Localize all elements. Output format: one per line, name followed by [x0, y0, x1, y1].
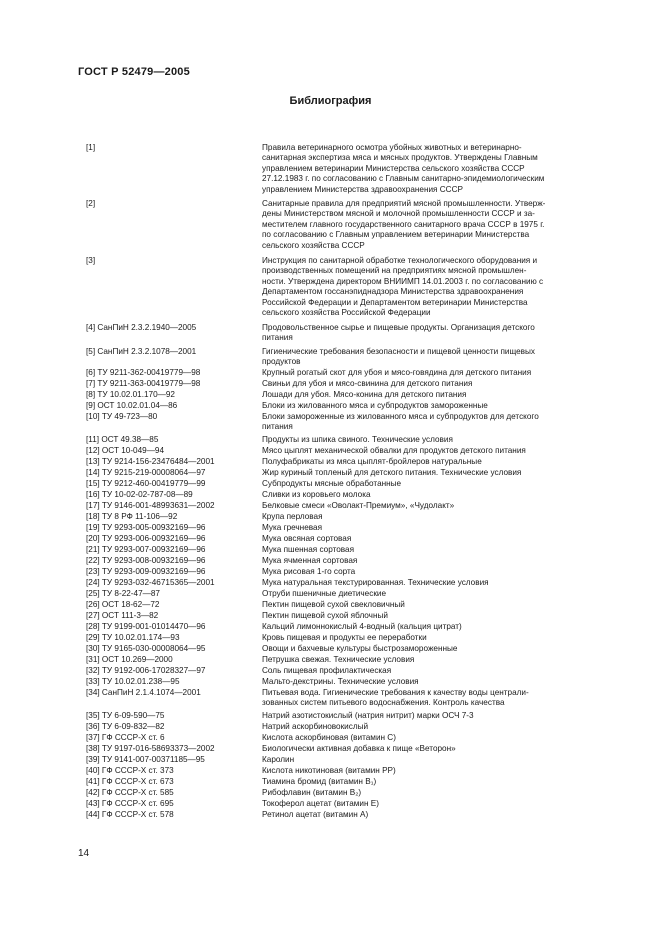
bibliography-ref: [2] — [86, 199, 96, 208]
bibliography-ref: [29] ТУ 10.02.01.174—93 — [86, 633, 180, 642]
bibliography-text-line: Питьевая вода. Гигиенические требования к качеству воды централи- — [262, 688, 529, 697]
bibliography-text — [262, 688, 606, 709]
bibliography-text-line: Департаментом госсанэпиднадзора Министерства здравоохранения — [262, 287, 524, 297]
bibliography-text-line: Крупа перловая — [262, 512, 323, 521]
bibliography-text-line: Субпродукты мясные обработанные — [262, 479, 402, 488]
bibliography-text — [262, 777, 606, 787]
bibliography-text-line: Биологически активная добавка к пище «Веторон» — [262, 744, 456, 753]
bibliography-text-line: Мука пшенная сортовая — [262, 545, 355, 554]
bibliography-text-line: Кальций лимоннокислый 4-водный (кальция цитрат) — [262, 622, 462, 631]
bibliography-ref: [26] ОСТ 18-62—72 — [86, 600, 160, 609]
bibliography-ref: [31] ОСТ 10.269—2000 — [86, 655, 173, 664]
bibliography-ref: [8] ТУ 10.02.01.170—92 — [86, 390, 175, 399]
bibliography-ref: [22] ТУ 9293-008-00932169—96 — [86, 556, 206, 565]
bibliography-text — [262, 479, 606, 489]
bibliography-ref: [13] ТУ 9214-156-23476484—2001 — [86, 457, 215, 466]
bibliography-text-line: Инструкция по санитарной обработке технологического оборудования и — [262, 256, 538, 265]
bibliography-text-line: Овощи и бахчевые культуры быстрозамороженные — [262, 644, 458, 653]
bibliography-text — [262, 589, 606, 599]
bibliography-ref: [37] ГФ СССР-Х ст. 6 — [86, 733, 165, 742]
bibliography-text-line: Каролин — [262, 755, 295, 764]
bibliography-text-line: Пектин пищевой сухой яблочный — [262, 611, 388, 620]
bibliography-text — [262, 435, 606, 445]
bibliography-text-line: сельского хозяйства Российской Федерации — [262, 308, 431, 318]
bibliography-text — [262, 379, 606, 389]
bibliography-text-line: Лошади для убоя. Мясо-конина для детского питания — [262, 390, 467, 399]
bibliography-text — [262, 347, 606, 368]
bibliography-text — [262, 143, 606, 195]
bibliography-text — [262, 766, 606, 776]
bibliography-text-line: Натрий аскорбиновокислый — [262, 722, 369, 731]
bibliography-text-line: Правила ветеринарного осмотра убойных животных и ветеринарно- — [262, 143, 522, 152]
bibliography-text-line: Белковые смеси «Оволакт-Премиум», «Чудолакт» — [262, 501, 455, 510]
bibliography-ref: [1] — [86, 143, 96, 152]
bibliography-text-line: Жир куриный топленый для детского питания. Технические условия — [262, 468, 522, 477]
bibliography-ref: [39] ТУ 9141-007-00371185—95 — [86, 755, 205, 764]
bibliography-text-line: питания — [262, 333, 293, 343]
bibliography-text — [262, 633, 606, 643]
bibliography-text — [262, 622, 606, 632]
bibliography-ref: [38] ТУ 9197-016-58693373—2002 — [86, 744, 215, 753]
bibliography-text-line: Мясо цыплят механической обвалки для продуктов детского питания — [262, 446, 526, 455]
bibliography-text — [262, 611, 606, 621]
bibliography-text — [262, 578, 606, 588]
bibliography-text — [262, 744, 606, 754]
bibliography-text — [262, 799, 606, 809]
bibliography-ref: [9] ОСТ 10.02.01.04—86 — [86, 401, 178, 410]
bibliography-text-line: местителем главного государственного санитарного врача СССР в 1975 г. — [262, 219, 545, 229]
bibliography-text-line: Мука ячменная сортовая — [262, 556, 358, 565]
bibliography-ref: [5] СанПиН 2.3.2.1078—2001 — [86, 347, 197, 356]
bibliography-text — [262, 401, 606, 411]
bibliography-text-line: ности. Утверждена директором ВНИИМП 14.01.2003 г. по согласованию с — [262, 276, 544, 286]
bibliography-text — [262, 446, 606, 456]
bibliography-text — [262, 644, 606, 654]
bibliography-ref: [44] ГФ СССР-Х ст. 578 — [86, 810, 174, 819]
bibliography-ref: [12] ОСТ 10-049—94 — [86, 446, 165, 455]
bibliography-ref: [16] ТУ 10-02-02-787-08—89 — [86, 490, 193, 499]
bibliography-text — [262, 600, 606, 610]
bibliography-text — [262, 567, 606, 577]
page-number: 14 — [78, 848, 90, 859]
bibliography-text-line: сельского хозяйства СССР — [262, 240, 365, 250]
bibliography-text — [262, 666, 606, 676]
bibliography-text-line: Мука натуральная текстурированная. Технические условия — [262, 578, 489, 587]
bibliography-text — [262, 788, 606, 798]
document-title: ГОСТ Р 52479—2005 — [78, 66, 190, 78]
bibliography-text — [262, 501, 606, 511]
bibliography-text-line: Ретинол ацетат (витамин А) — [262, 810, 369, 819]
bibliography-ref: [20] ТУ 9293-006-00932169—96 — [86, 534, 206, 543]
bibliography-text — [262, 199, 606, 251]
bibliography-text-line: Кислота аскорбиновая (витамин С) — [262, 733, 396, 742]
bibliography-text — [262, 534, 606, 544]
bibliography-text-line: Петрушка свежая. Технические условия — [262, 655, 415, 664]
bibliography-text-line: санитарная экспертиза мяса и мясных продуктов. Утверждены Главным — [262, 153, 538, 163]
bibliography-ref: [36] ТУ 6-09-832—82 — [86, 722, 165, 731]
bibliography-text-line: зованных систем питьевого водоснабжения. Контроль качества — [262, 698, 505, 708]
bibliography-text-line: Свиньи для убоя и мясо-свинина для детского питания — [262, 379, 473, 388]
bibliography-ref: [15] ТУ 9212-460-00419779—99 — [86, 479, 206, 488]
bibliography-text — [262, 733, 606, 743]
bibliography-text-line: Санитарные правила для предприятий мясной промышленности. Утверж- — [262, 199, 546, 208]
bibliography-text-line: Натрий азотистокислый (натрия нитрит) марки ОСЧ 7-3 — [262, 711, 474, 720]
bibliography-text-line: Отруби пшеничные диетические — [262, 589, 387, 598]
bibliography-text-line: дены Министерством мясной и молочной промышленности СССР и за- — [262, 209, 535, 219]
bibliography-text-line: Блоки из жилованного мяса и субпродуктов замороженные — [262, 401, 488, 410]
bibliography-text-line: управлением Министерства здравоохранения СССР — [262, 184, 463, 194]
bibliography-text-line: продуктов — [262, 357, 301, 367]
bibliography-text — [262, 412, 606, 433]
bibliography-text-line: Кислота никотиновая (витамин РР) — [262, 766, 396, 775]
bibliography-text-line: Полуфабрикаты из мяса цыплят-бройлеров натуральные — [262, 457, 482, 466]
bibliography-text — [262, 755, 606, 765]
bibliography-text — [262, 677, 606, 687]
bibliography-ref: [24] ТУ 9293-032-46715365—2001 — [86, 578, 215, 587]
bibliography-text — [262, 256, 606, 318]
bibliography-text-line: Рибофлавин (витамин В₂) — [262, 788, 362, 797]
bibliography-ref: [3] — [86, 256, 96, 265]
bibliography-text-line: управлением ветеринарии Министерства сельского хозяйства СССР — [262, 163, 525, 173]
bibliography-text — [262, 490, 606, 500]
bibliography-ref: [42] ГФ СССР-Х ст. 585 — [86, 788, 174, 797]
bibliography-text — [262, 545, 606, 555]
bibliography-text — [262, 390, 606, 400]
bibliography-text-line: Пектин пищевой сухой свекловичный — [262, 600, 405, 609]
bibliography-text — [262, 468, 606, 478]
bibliography-ref: [34] СанПиН 2.1.4.1074—2001 — [86, 688, 201, 697]
bibliography-ref: [6] ТУ 9211-362-00419779—98 — [86, 368, 201, 377]
bibliography-text-line: Мука рисовая 1-го сорта — [262, 567, 356, 576]
bibliography-text-line: Блоки замороженные из жилованного мяса и субпродуктов для детского — [262, 412, 539, 421]
bibliography-ref: [14] ТУ 9215-219-00008064—97 — [86, 468, 206, 477]
bibliography-text-line: по согласованию с Главным управлением ветеринарии Министерства — [262, 230, 530, 240]
bibliography-ref: [18] ТУ 8 РФ 11-106—92 — [86, 512, 178, 521]
bibliography-text-line: Мальто-декстрины. Технические условия — [262, 677, 419, 686]
bibliography-ref: [33] ТУ 10.02.01.238—95 — [86, 677, 180, 686]
bibliography-text — [262, 368, 606, 378]
bibliography-ref: [10] ТУ 49-723—80 — [86, 412, 158, 421]
bibliography-ref: [32] ТУ 9192-006-17028327—97 — [86, 666, 206, 675]
bibliography-text-line: Продовольственное сырье и пищевые продукты. Организация детского — [262, 323, 535, 332]
bibliography-ref: [19] ТУ 9293-005-00932169—96 — [86, 523, 206, 532]
bibliography-text-line: Кровь пищевая и продукты ее переработки — [262, 633, 427, 642]
section-title: Библиография — [289, 95, 372, 107]
bibliography-text-line: Тиамина бромид (витамин В₁) — [262, 777, 377, 786]
bibliography-text-line: Мука гречневая — [262, 523, 323, 532]
bibliography-ref: [23] ТУ 9293-009-00932169—96 — [86, 567, 206, 576]
bibliography-text — [262, 810, 606, 820]
bibliography-ref: [43] ГФ СССР-Х ст. 695 — [86, 799, 174, 808]
bibliography-text-line: питания — [262, 422, 293, 432]
bibliography-ref: [27] ОСТ 111-3—82 — [86, 611, 159, 620]
bibliography-text-line: Гигиенические требования безопасности и пищевой ценности пищевых — [262, 347, 535, 356]
bibliography-ref: [7] ТУ 9211-363-00419779—98 — [86, 379, 201, 388]
bibliography-text — [262, 523, 606, 533]
bibliography-ref: [40] ГФ СССР-Х ст. 373 — [86, 766, 174, 775]
bibliography-text-line: Продукты из шпика свиного. Технические условия — [262, 435, 453, 444]
bibliography-ref: [4] СанПиН 2.3.2.1940—2005 — [86, 323, 197, 332]
bibliography-text — [262, 512, 606, 522]
bibliography-text-line: Российской Федерации и Департаментом ветеринарии Министерства — [262, 297, 528, 307]
bibliography-text-line: Токоферол ацетат (витамин Е) — [262, 799, 379, 808]
bibliography-ref: [25] ТУ 8-22-47—87 — [86, 589, 160, 598]
bibliography-ref: [17] ТУ 9146-001-48993631—2002 — [86, 501, 215, 510]
bibliography-text — [262, 556, 606, 566]
bibliography-text — [262, 457, 606, 467]
bibliography-text-line: Крупный рогатый скот для убоя и мясо-говядина для детского питания — [262, 368, 532, 377]
bibliography-text-line: 27.12.1983 г. по согласованию с Главным санитарно-эпидемиологическим — [262, 174, 545, 184]
bibliography-ref: [28] ТУ 9199-001-01014470—96 — [86, 622, 206, 631]
bibliography-ref: [35] ТУ 6-09-590—75 — [86, 711, 165, 720]
bibliography-ref: [11] ОСТ 49.38—85 — [86, 435, 159, 444]
bibliography-text-line: Сливки из коровьего молока — [262, 490, 371, 499]
bibliography-text — [262, 722, 606, 732]
bibliography-text-line: Соль пищевая профилактическая — [262, 666, 392, 675]
bibliography-text — [262, 323, 606, 344]
bibliography-text — [262, 655, 606, 665]
bibliography-ref: [41] ГФ СССР-Х ст. 673 — [86, 777, 174, 786]
bibliography-ref: [30] ТУ 9165-030-00008064—95 — [86, 644, 206, 653]
bibliography-text — [262, 711, 606, 721]
bibliography-ref: [21] ТУ 9293-007-00932169—96 — [86, 545, 206, 554]
bibliography-text-line: производственных помещений на предприятиях мясной промышлен- — [262, 266, 527, 276]
bibliography-text-line: Мука овсяная сортовая — [262, 534, 352, 543]
